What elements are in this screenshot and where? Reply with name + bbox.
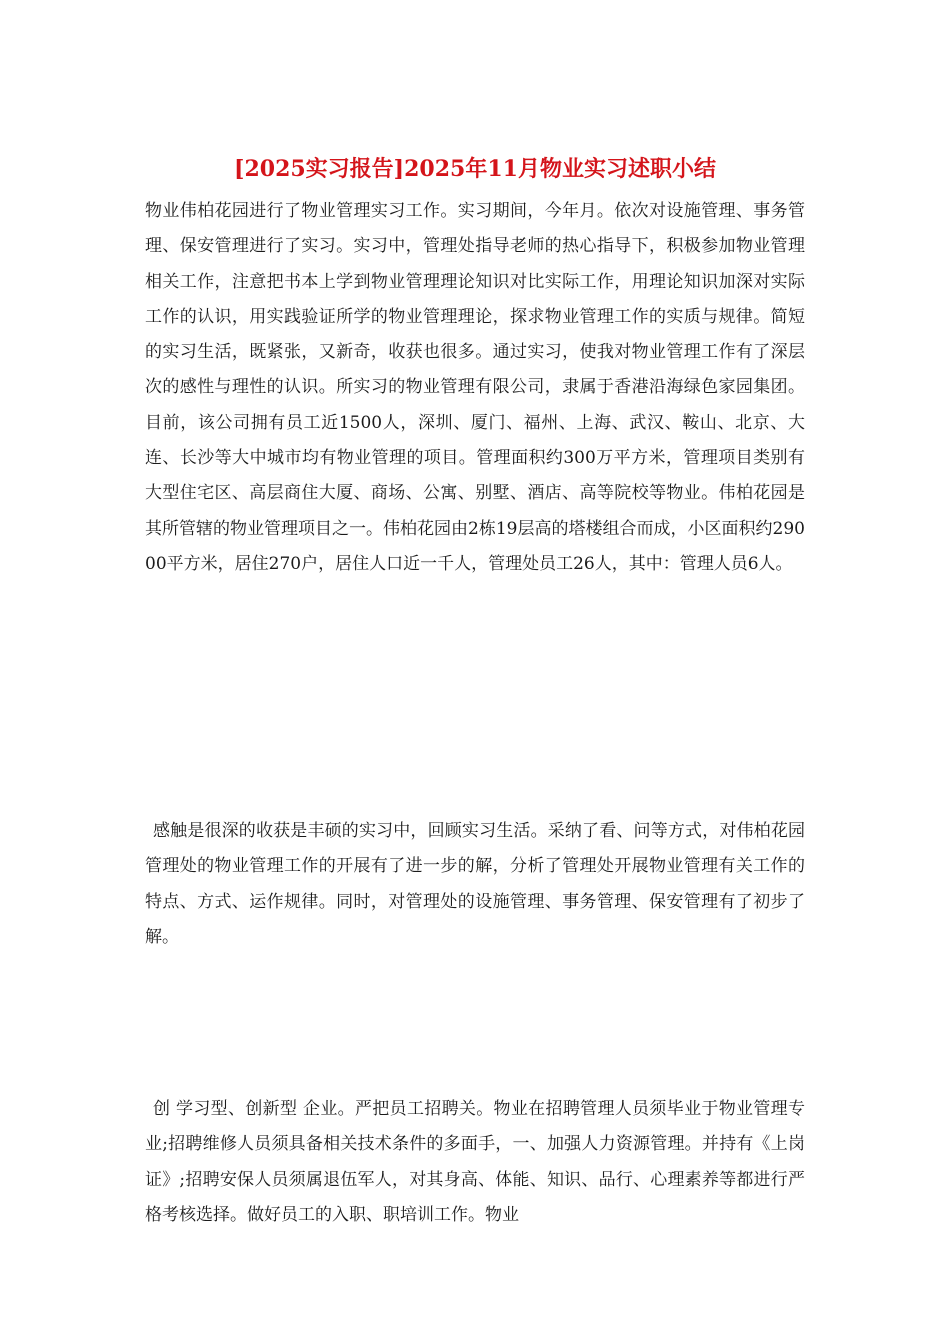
document-title: [2025实习报告]2025年11月物业实习述职小结 [234, 156, 716, 182]
paragraph-internship-overview: 物业伟柏花园进行了物业管理实习工作。实习期间，今年月。依次对设施管理、事务管理、保安管理进行了实习。实习中，管理处指导老师的热心指导下，积极参加物业管理相关工作，注意把书本上学到物业管理理论知识对比实际工作，用理论知识加深对实际工作的认识，用实践验证所学的物业管理理论，探求物业管理工作的实质与规律。简短的实习生活，既紧张，又新奇，收获也很多。通过实习，使我对物业管理工作有了深层次的感性与理性的认识。所实习的物业管理有限公司，隶属于香港沿海绿色家园集团。目前，该公司拥有员工近1500人，深圳、厦门、福州、上海、武汉、鞍山、北京、大连、长沙等大中城市均有物业管理的项目。管理面积约300万平方米，管理项目类别有大型住宅区、高层商住大厦、商场、公寓、别墅、酒店、高等院校等物业。伟柏花园是其所管辖的物业管理项目之一。伟柏花园由2栋19层高的塔楼组合而成，小区面积约29000平方米，居住270户，居住人口近一千人，管理处员工26人，其中：管理人员6人。 [145, 201, 805, 574]
paragraph-internship-reflection: 感触是很深的收获是丰硕的实习中，回顾实习生活。采纳了看、问等方式，对伟柏花园管理处的物业管理工作的开展有了进一步的解，分析了管理处开展物业管理有关工作的特点、方式、运作规律。同时，对管理处的设施管理、事务管理、保安管理有了初步了解。 [145, 821, 805, 947]
paragraph-human-resources: 创 学习型、创新型 企业。严把员工招聘关。物业在招聘管理人员须毕业于物业管理专业;招聘维修人员须具备相关技术条件的多面手，一、加强人力资源管理。并持有《上岗证》;招聘安保人员须属退伍军人，对其身高、体能、知识、品行、心理素养等都进行严格考核选择。做好员工的入职、职培训工作。物业 [145, 1099, 805, 1225]
